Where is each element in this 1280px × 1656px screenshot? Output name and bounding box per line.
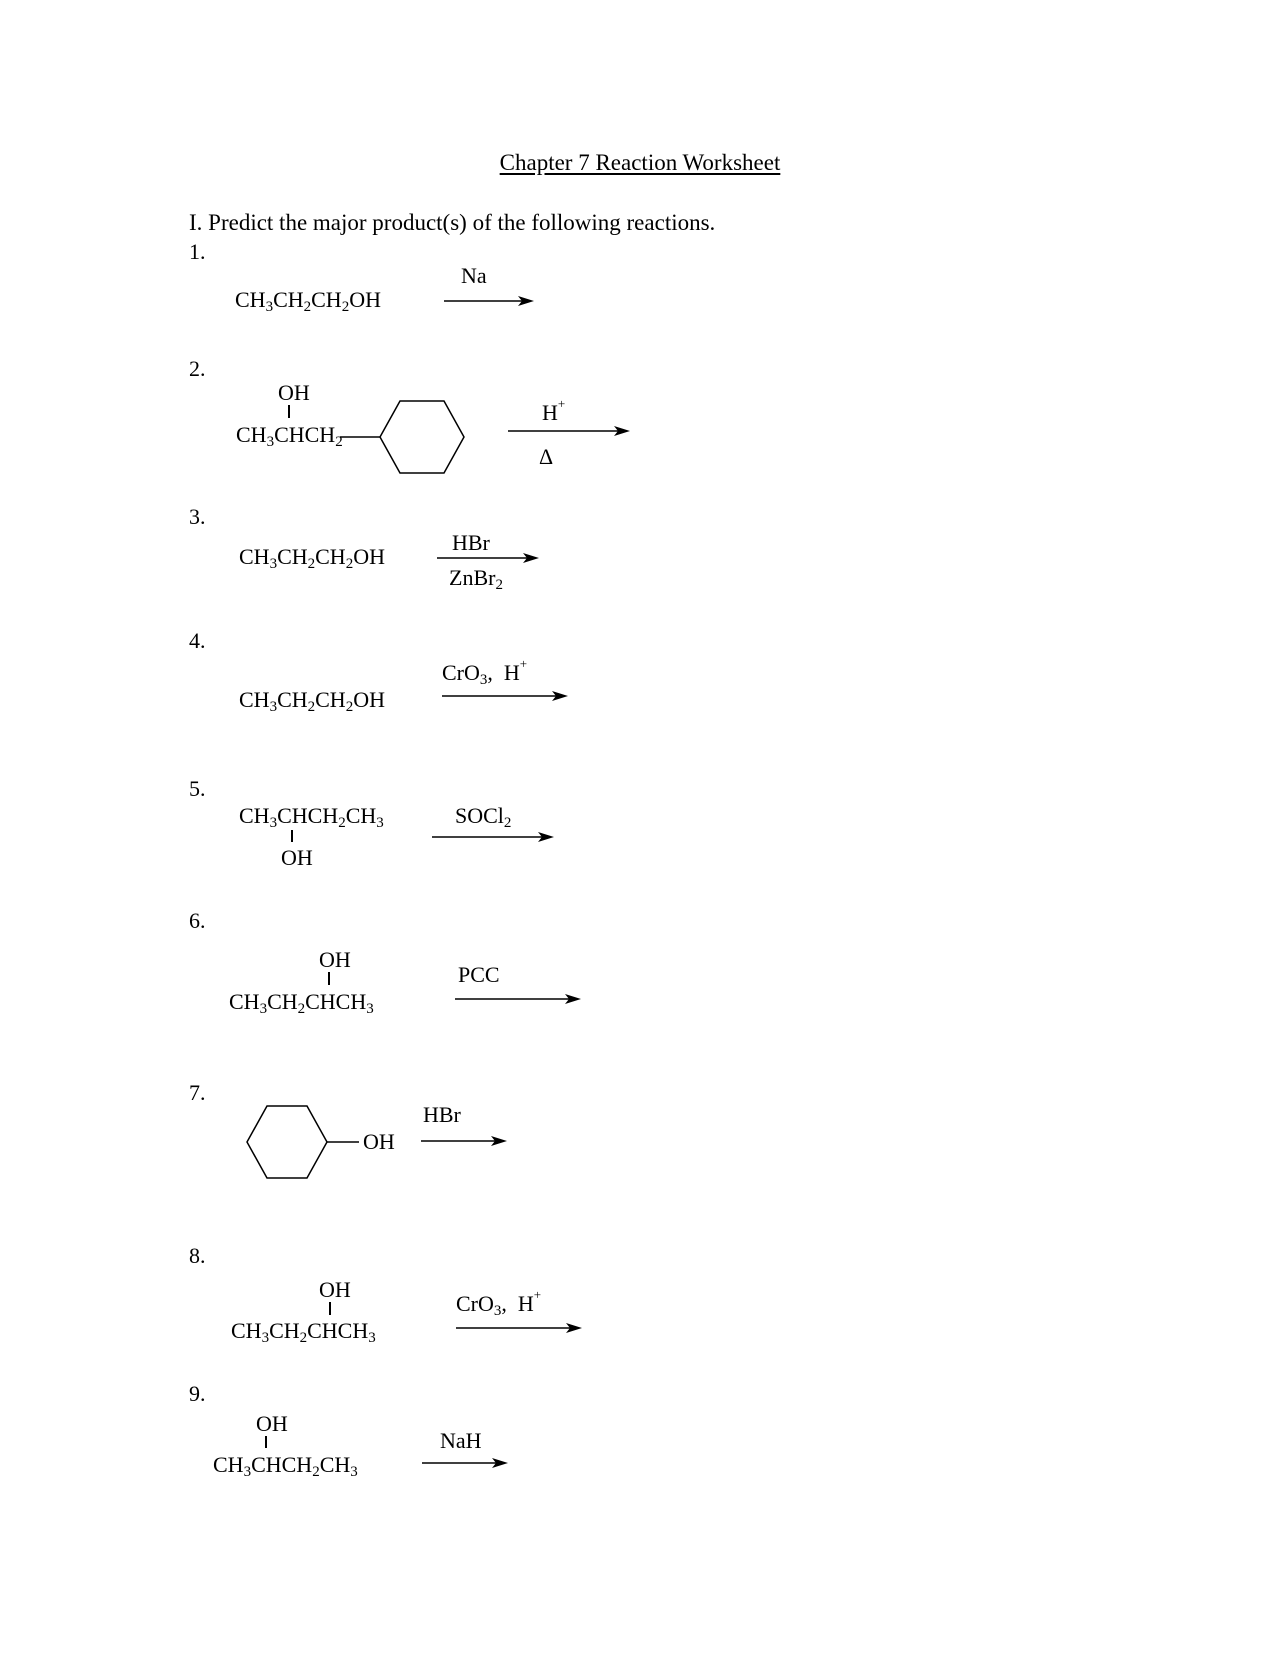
question-number: 3. — [189, 504, 206, 529]
question-number: 4. — [189, 628, 206, 653]
reagent-label: HBr — [423, 1102, 461, 1127]
reagent-bottom: ZnBr$_2$ — [449, 565, 503, 593]
reagent-label: CrO$_3$, H+ — [442, 656, 528, 688]
reactant: $CH_3CH_2CH_2OH$ — [239, 687, 385, 715]
reaction-arrow — [455, 993, 581, 1005]
question-number: 8. — [189, 1243, 206, 1268]
bond-line — [328, 972, 330, 985]
reagent-label: CrO$_3$, H+ — [456, 1287, 542, 1319]
cyclohexane-ring — [340, 395, 470, 475]
reactant: $CH_3CHCH_2$ — [236, 422, 343, 450]
reaction-arrow — [456, 1322, 582, 1334]
question-number: 2. — [189, 356, 206, 381]
reactant: $CH_3CH_2CH_2OH$ — [235, 287, 381, 315]
reagent-acid: H — [542, 400, 558, 425]
bond-line — [329, 1302, 331, 1315]
hydroxyl-label: OH — [319, 947, 351, 972]
reactant: $CH_3CH_2CH_2OH$ — [239, 544, 385, 572]
question-number: 6. — [189, 908, 206, 933]
reagent-separator: , — [487, 660, 493, 685]
question-number: 7. — [189, 1080, 206, 1105]
reagent-top — [542, 396, 566, 426]
reaction-arrow — [432, 831, 554, 843]
reactant: $CH_3CHCH_2CH_3$ — [239, 803, 384, 831]
reaction-arrow — [444, 295, 534, 307]
page-title: Chapter 7 Reaction Worksheet — [499, 150, 781, 175]
reaction-arrow — [442, 690, 568, 702]
reagent-acid: H — [503, 660, 520, 685]
charge: + — [557, 396, 566, 411]
reagent-acid: H — [517, 1291, 534, 1316]
reagent-label: NaH — [440, 1428, 482, 1453]
instructions: I. Predict the major product(s) of the following reactions. — [189, 210, 716, 235]
hydroxyl-label: OH — [319, 1277, 351, 1302]
reactant: $CH_3CHCH_2CH_3$ — [213, 1452, 358, 1480]
question-number: 5. — [189, 776, 206, 801]
reagent-separator: , — [501, 1291, 507, 1316]
charge: + — [533, 1287, 542, 1302]
cyclohexane-ring — [245, 1102, 365, 1182]
hydroxyl-label: OH — [278, 380, 310, 405]
reagent-label: SOCl$_2$ — [455, 803, 512, 831]
hydroxyl-label: OH — [281, 845, 313, 870]
reactant: $CH_3CH_2CHCH_3$ — [231, 1318, 376, 1346]
reagent-label: PCC — [458, 962, 500, 987]
reagent-top: HBr — [452, 530, 490, 555]
reaction-arrow — [508, 425, 630, 437]
bond-line — [291, 830, 293, 842]
reactant: $CH_3CH_2CHCH_3$ — [229, 989, 374, 1017]
reagent-label: Na — [461, 263, 487, 288]
hydroxyl-label: OH — [256, 1411, 288, 1436]
bond-line — [265, 1436, 267, 1448]
charge: + — [519, 656, 528, 671]
reaction-arrow — [437, 552, 539, 564]
question-number: 9. — [189, 1381, 206, 1406]
heat-symbol: Δ — [539, 444, 554, 469]
reaction-arrow — [422, 1457, 508, 1469]
question-number: 1. — [189, 239, 206, 264]
bond-line — [288, 405, 290, 418]
reaction-arrow — [421, 1135, 507, 1147]
hydroxyl-label: OH — [363, 1129, 395, 1154]
